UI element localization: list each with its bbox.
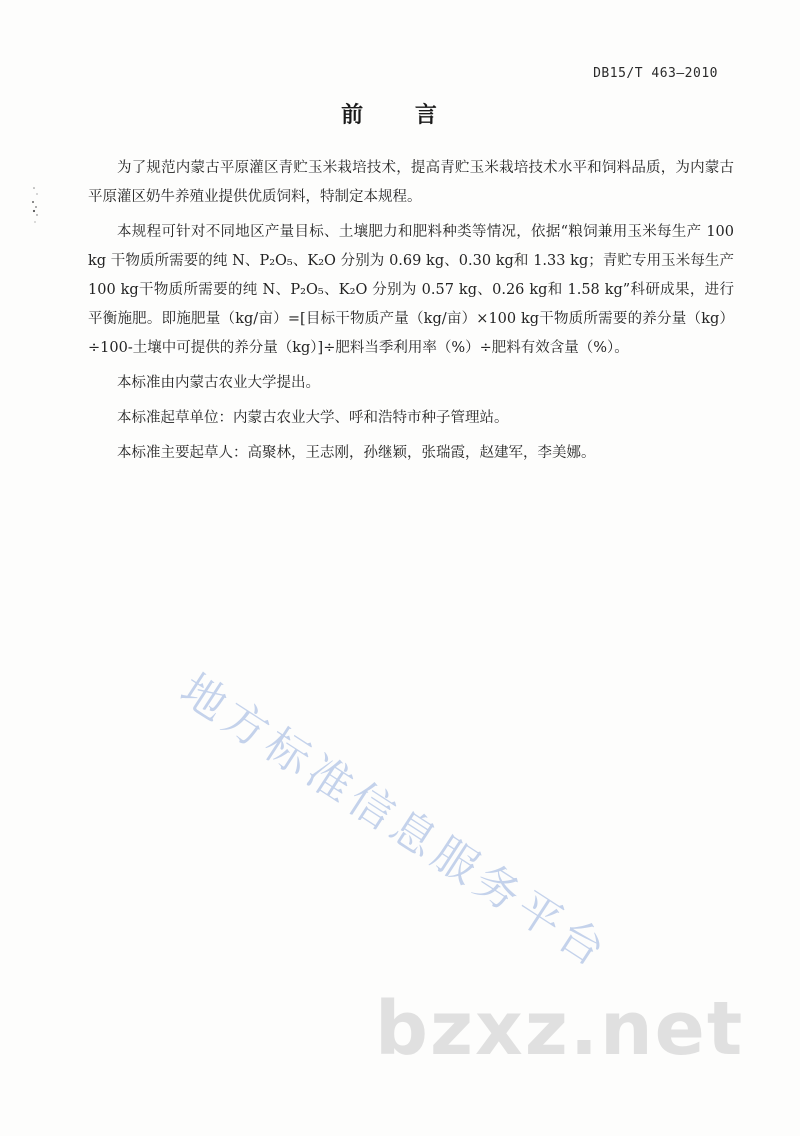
paragraph-proposer: 本标准由内蒙古农业大学提出。 bbox=[117, 375, 320, 391]
standard-code: DB15/T 463—2010 bbox=[593, 66, 718, 81]
scan-noise-marks bbox=[28, 180, 48, 240]
document-body bbox=[88, 154, 734, 474]
site-watermark: bzxz.net bbox=[375, 986, 745, 1072]
paragraph-drafting-units: 本标准起草单位：内蒙古农业大学、呼和浩特市种子管理站。 bbox=[117, 410, 509, 426]
platform-watermark: 地方标准信息服务平台 bbox=[171, 664, 619, 980]
paragraph-purpose: 为了规范内蒙古平原灌区青贮玉米栽培技术，提高青贮玉米栽培技术水平和饲料品质，为内蒙古平原灌区奶牛养殖业提供优质饲料，特制定本规程。 bbox=[88, 160, 734, 205]
paragraph-drafters: 本标准主要起草人：高聚林，王志刚，孙继颖，张瑞霞，赵建军，李美娜。 bbox=[117, 445, 596, 461]
page-title: 前 言 bbox=[341, 103, 459, 128]
paragraph-fertilization: 本规程可针对不同地区产量目标、土壤肥力和肥料种类等情况，依据“粮饲兼用玉米每生产 100 kg 干物质所需要的纯 N、P₂O₅、K₂O 分别为 0.69 kg、0.30 kg和 1.33 kg；青贮专用玉米每生产 100 kg干物质所需要的纯 N、P₂O₅、K₂O 分别为 0.57 kg、0.26 kg和 1.58 kg”科研成果，进行平衡施肥。即施肥量（kg/亩）=[目标干物质产量（kg/亩）×100 kg干物质所需要的养分量（kg）÷100-土壤中可提供的养分量（kg）]÷肥料当季利用率（%）÷肥料有效含量（%）。 bbox=[88, 224, 734, 356]
